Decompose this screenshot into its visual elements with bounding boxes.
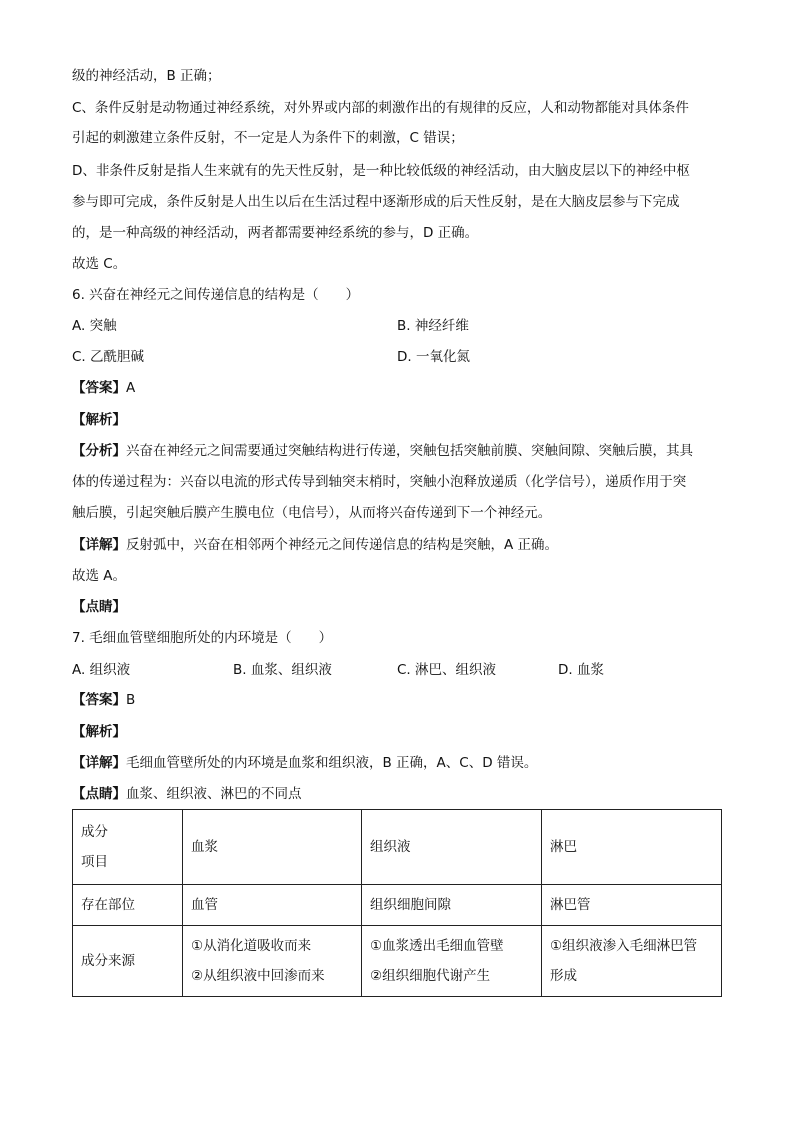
q7-option-b: B. 血浆、组织液 [233, 662, 332, 678]
fenxi-tag: 【分析】 [72, 443, 126, 459]
q7-option-c: C. 淋巴、组织液 [397, 662, 497, 678]
q6-option-c: C. 乙酰胆碱 [72, 349, 145, 365]
q7-answer [72, 690, 135, 710]
q6-answer [72, 378, 135, 398]
point-text: 血浆、组织液、淋巴的不同点 [126, 786, 302, 802]
table-cell: ①组织液渗入毛细淋巴管 形成 [542, 926, 722, 997]
detail-tag: 【详解】 [72, 755, 126, 771]
text-line: 参与即可完成，条件反射是人出生以后在生活过程中逐渐形成的后天性反射，是在大脑皮层参与下完成 [72, 194, 680, 210]
q6-choice: 故选 A。 [72, 568, 127, 584]
q6-detail-line [72, 535, 558, 555]
q6-option-a: A. 突触 [72, 318, 117, 334]
answer-tag: 【答案】 [72, 692, 126, 708]
table-cell: 血管 [183, 885, 362, 926]
table-header-row [73, 810, 722, 885]
table-cell: ①血浆透出毛细血管壁 ②组织细胞代谢产生 [362, 926, 542, 997]
table-row-label: 存在部位 [73, 885, 183, 926]
q7-option-d: D. 血浆 [558, 662, 604, 678]
table-header-cell: 组织液 [362, 810, 542, 885]
text-line: 的，是一种高级的神经活动，两者都需要神经系统的参与，D 正确。 [72, 225, 479, 241]
fenxi-text: 兴奋在神经元之间需要通过突触结构进行传递，突触包括突触前膜、突触间隙、突触后膜，其具 [126, 443, 693, 459]
table-corner-cell: 成分 项目 [73, 810, 183, 885]
question-6-stem: 6. 兴奋在神经元之间传递信息的结构是（ ） [72, 287, 360, 303]
table-cell: ①从消化道吸收而来 ②从组织液中回渗而来 [183, 926, 362, 997]
q7-option-a: A. 组织液 [72, 662, 131, 678]
table-header-cell: 淋巴 [542, 810, 722, 885]
answer-value: A [126, 380, 136, 396]
q7-detail-line [72, 753, 537, 773]
analysis-tag: 【解析】 [72, 412, 126, 428]
text-line: 触后膜，引起突触后膜产生膜电位（电信号），从而将兴奋传递到下一个神经元。 [72, 505, 552, 521]
detail-text: 毛细血管壁所处的内环境是血浆和组织液，B 正确，A、C、D 错误。 [126, 755, 538, 771]
text-line: 引起的刺激建立条件反射，不一定是人为条件下的刺激，C 错误； [72, 130, 464, 146]
table-row [73, 885, 722, 926]
q7-point-line [72, 784, 302, 804]
q6-option-d: D. 一氧化氮 [397, 349, 470, 365]
table-row [73, 926, 722, 997]
q6-analysis-heading [72, 410, 126, 430]
text-line: 体的传递过程为：兴奋以电流的形式传导到轴突末梢时，突触小泡释放递质（化学信号），递质作用于突 [72, 474, 687, 490]
text-line: 故选 C。 [72, 256, 127, 272]
question-7-stem: 7. 毛细血管壁细胞所处的内环境是（ ） [72, 630, 333, 646]
detail-tag: 【详解】 [72, 537, 126, 553]
q6-point-heading [72, 597, 126, 617]
point-tag: 【点睛】 [72, 599, 126, 615]
table-cell: 淋巴管 [542, 885, 722, 926]
answer-tag: 【答案】 [72, 380, 126, 396]
answer-value: B [126, 692, 136, 708]
q6-fenxi-line [72, 441, 693, 461]
q6-option-b: B. 神经纤维 [397, 318, 469, 334]
text-line: 级的神经活动，B 正确； [72, 68, 221, 84]
text-line: C、条件反射是动物通过神经系统，对外界或内部的刺激作出的有规律的反应，人和动物都能对具体条件 [72, 100, 689, 116]
q7-analysis-heading [72, 722, 126, 742]
text-line: D、非条件反射是指人生来就有的先天性反射，是一种比较低级的神经活动，由大脑皮层以下的神经中枢 [72, 163, 690, 179]
detail-text: 反射弧中，兴奋在相邻两个神经元之间传递信息的结构是突触，A 正确。 [126, 537, 559, 553]
table-header-cell: 血浆 [183, 810, 362, 885]
point-tag: 【点睛】 [72, 786, 126, 802]
analysis-tag: 【解析】 [72, 724, 126, 740]
comparison-table [72, 809, 722, 997]
table-cell: 组织细胞间隙 [362, 885, 542, 926]
table-row-label: 成分来源 [73, 926, 183, 997]
